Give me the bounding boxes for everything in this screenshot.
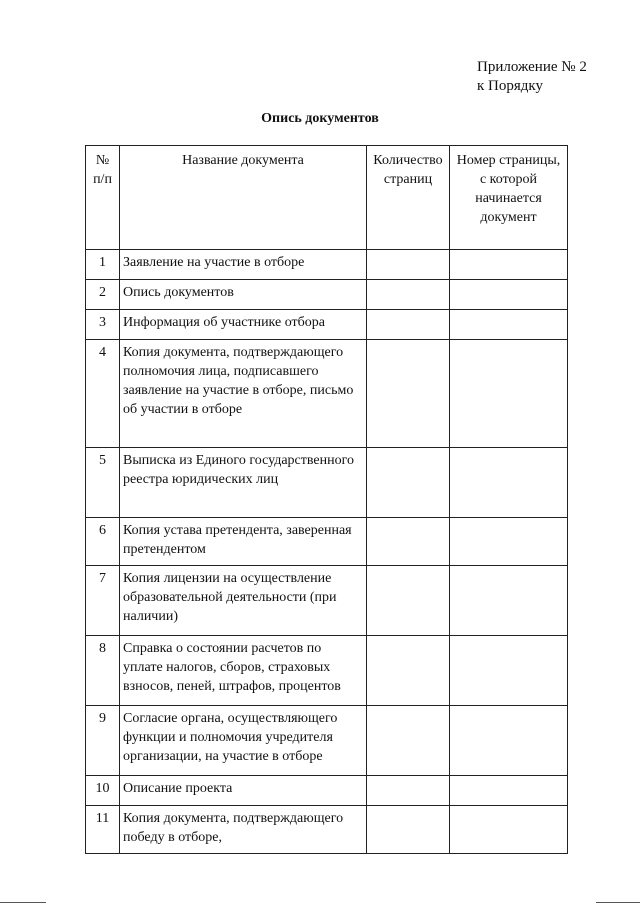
row-document-name: Информация об участнике отбора — [120, 310, 367, 340]
row-start-page — [450, 448, 568, 518]
page-edge-mark-right — [596, 902, 640, 903]
row-start-page — [450, 806, 568, 854]
documents-inventory-table — [85, 145, 568, 854]
table-row — [86, 340, 568, 448]
row-start-page — [450, 566, 568, 636]
row-page-count — [367, 280, 450, 310]
row-document-name: Справка о состоянии расчетов по уплате налогов, сборов, страховых взносов, пеней, штрафов, процентов — [120, 636, 367, 706]
table-row — [86, 566, 568, 636]
row-number: 1 — [86, 250, 120, 280]
row-document-name: Опись документов — [120, 280, 367, 310]
header-document-name: Название документа — [120, 146, 367, 250]
appendix-reference — [477, 58, 587, 96]
row-page-count — [367, 310, 450, 340]
row-document-name: Копия устава претендента, заверенная претендентом — [120, 518, 367, 566]
row-number: 4 — [86, 340, 120, 448]
table-row — [86, 518, 568, 566]
header-page-count: Количество страниц — [367, 146, 450, 250]
row-document-name: Согласие органа, осуществляющего функции и полномочия учредителя организации, на участие в отборе — [120, 706, 367, 776]
row-page-count — [367, 518, 450, 566]
row-start-page — [450, 280, 568, 310]
row-page-count — [367, 706, 450, 776]
document-title: Опись документов — [261, 111, 379, 126]
row-page-count — [367, 448, 450, 518]
row-number: 5 — [86, 448, 120, 518]
appendix-order: к Порядку — [477, 78, 543, 94]
row-start-page — [450, 706, 568, 776]
row-number: 2 — [86, 280, 120, 310]
row-number: 3 — [86, 310, 120, 340]
table-header-row — [86, 146, 568, 250]
row-page-count — [367, 566, 450, 636]
table-row — [86, 806, 568, 854]
row-start-page — [450, 776, 568, 806]
row-page-count — [367, 806, 450, 854]
row-number: 11 — [86, 806, 120, 854]
table-row — [86, 448, 568, 518]
row-document-name: Выписка из Единого государственного реестра юридических лиц — [120, 448, 367, 518]
row-document-name: Описание проекта — [120, 776, 367, 806]
table-row — [86, 636, 568, 706]
row-number: 10 — [86, 776, 120, 806]
row-number: 7 — [86, 566, 120, 636]
row-document-name: Заявление на участие в отборе — [120, 250, 367, 280]
row-number: 6 — [86, 518, 120, 566]
row-start-page — [450, 636, 568, 706]
header-number: № п/п — [86, 146, 120, 250]
page-edge-mark-left — [0, 902, 46, 903]
table-row — [86, 776, 568, 806]
row-page-count — [367, 636, 450, 706]
row-start-page — [450, 518, 568, 566]
row-document-name: Копия документа, подтверждающего победу в отборе, — [120, 806, 367, 854]
row-page-count — [367, 250, 450, 280]
table-row — [86, 310, 568, 340]
row-start-page — [450, 250, 568, 280]
row-start-page — [450, 340, 568, 448]
row-document-name: Копия лицензии на осуществление образовательной деятельности (при наличии) — [120, 566, 367, 636]
row-number: 8 — [86, 636, 120, 706]
row-page-count — [367, 340, 450, 448]
appendix-number: Приложение № 2 — [477, 59, 587, 75]
row-number: 9 — [86, 706, 120, 776]
row-start-page — [450, 310, 568, 340]
table-row — [86, 280, 568, 310]
table-row — [86, 706, 568, 776]
row-document-name: Копия документа, подтверждающего полномочия лица, подписавшего заявление на участие в отборе, письмо об участии в отборе — [120, 340, 367, 448]
row-page-count — [367, 776, 450, 806]
header-start-page: Номер страницы, с которой начинается документ — [450, 146, 568, 250]
table-row — [86, 250, 568, 280]
